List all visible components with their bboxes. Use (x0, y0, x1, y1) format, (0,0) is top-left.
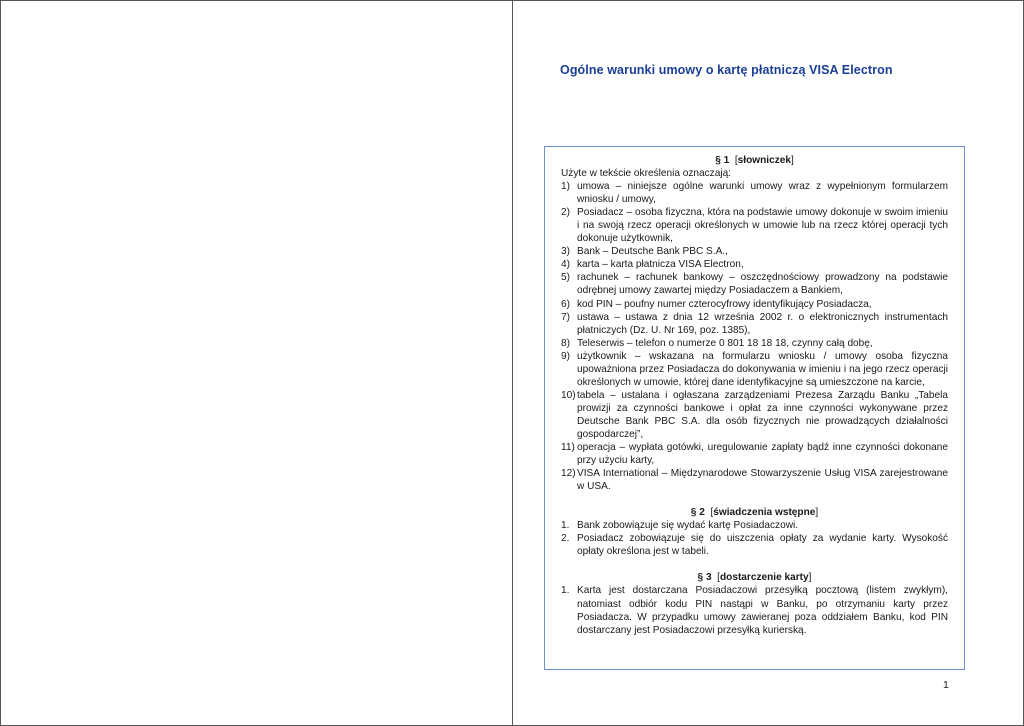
section-title: dostarczenie karty (720, 572, 809, 584)
item-text: tabela – ustalana i ogłaszana zarządzeniami Prezesa Zarządu Banku „Tabela prowizji za czynności bankowe i opłat za inne czynności wykonywane przez Deutsche Bank PBC S.A. dla osób fizycznych nie prowadzących działalności gospodarczej”, (577, 389, 948, 440)
section-number: § 2 (690, 507, 705, 519)
item-marker: 2. (561, 533, 570, 545)
item-marker: 12) (561, 468, 576, 480)
obligations-list (561, 519, 948, 558)
item-text: Posiadacz zobowiązuje się do uiszczenia opłaty za wydanie karty. Wysokość opłaty określona jest w tabeli. (577, 533, 948, 558)
item-text: ustawa – ustawa z dnia 12 września 2002 r. o elektronicznych instrumentach płatniczych (Dz. U. Nr 169, poz. 1385), (577, 311, 948, 336)
item-marker: 5) (561, 272, 570, 284)
section-number: § 3 (697, 572, 712, 584)
item-marker: 9) (561, 350, 570, 362)
list-item (561, 180, 948, 206)
list-item (561, 206, 948, 245)
item-marker: 1) (561, 181, 570, 193)
list-item (561, 311, 948, 337)
delivery-list (561, 584, 948, 636)
terms-box (544, 146, 965, 670)
item-marker: 8) (561, 337, 570, 349)
list-item (561, 467, 948, 493)
item-text: operacja – wypłata gotówki, uregulowanie zapłaty bądź inne czynności dokonane przy użyciu karty, (577, 442, 948, 467)
item-text: Bank zobowiązuje się wydać kartę Posiadaczowi. (577, 520, 799, 532)
item-marker: 2) (561, 207, 570, 219)
item-marker: 7) (561, 311, 570, 323)
item-text: karta – karta płatnicza VISA Electron, (577, 259, 744, 271)
page-number: 1 (943, 679, 949, 691)
section-heading: § 2 [świadczenia wstępne] (690, 507, 819, 519)
item-marker: 3) (561, 246, 570, 258)
list-item (561, 258, 948, 271)
section-number: § 1 (715, 155, 730, 166)
document-title: Ogólne warunki umowy o kartę płatniczą VISA Electron (560, 63, 893, 77)
section-spacer (561, 493, 948, 506)
right-page (513, 1, 1023, 725)
item-text: kod PIN – poufny numer czterocyfrowy identyfikujący Posiadacza, (577, 298, 872, 310)
list-item (561, 519, 948, 532)
item-text: Karta jest dostarczana Posiadaczowi przesyłką pocztową (listem zwykłym), natomiast odbiór kodu PIN nastąpi w Banku, po otrzymaniu karty przez Posiadacza. W przypadku umowy zawieranej poza oddziałem Banku, kod PIN dostarczany jest Posiadaczowi przesyłką kurierską. (577, 585, 948, 636)
item-text: umowa – niniejsze ogólne warunki umowy wraz z wypełnionym formularzem wniosku / umowy, (577, 181, 948, 206)
item-marker: 1. (561, 520, 570, 532)
list-item (561, 441, 948, 467)
section-title: świadczenia wstępne (713, 507, 816, 519)
section-heading: § 3 [dostarczenie karty] (697, 572, 812, 584)
list-item (561, 337, 948, 350)
section-heading: § 1 [słowniczek] (715, 155, 794, 166)
list-item (561, 350, 948, 389)
item-text: rachunek – rachunek bankowy – oszczędnościowy prowadzony na podstawie odrębnej umowy zawartej między Posiadaczem a Bankiem, (577, 272, 948, 297)
definitions-list (561, 180, 948, 493)
item-text: użytkownik – wskazana na formularzu wniosku / umowy osoba fizyczna upoważniona przez Posiadacza do dokonywania w imieniu i na jego rzecz operacji określonych w umowie, której dane identyfikacyjne są umieszczone na karcie, (577, 350, 948, 388)
section-spacer (561, 558, 948, 571)
item-text: VISA International – Międzynarodowe Stowarzyszenie Usług VISA zarejestrowane w USA. (577, 468, 948, 493)
item-text: Bank – Deutsche Bank PBC S.A., (577, 246, 728, 258)
list-item (561, 584, 948, 636)
list-item (561, 389, 948, 441)
item-marker: 10) (561, 389, 576, 401)
item-text: Teleserwis – telefon o numerze 0 801 18 18 18, czynny całą dobę, (577, 337, 873, 349)
item-marker: 4) (561, 259, 570, 271)
item-marker: 11) (561, 442, 575, 454)
list-item (561, 271, 948, 297)
list-item (561, 298, 948, 311)
item-text: Posiadacz – osoba fizyczna, która na podstawie umowy dokonuje w swoim imieniu i na swoją rzecz operacji określonych w umowie lub na rzecz której operacji tych dokonuje użytkownik, (577, 207, 948, 245)
list-item (561, 245, 948, 258)
section-title: słowniczek (737, 155, 791, 166)
section-intro: Użyte w tekście określenia oznaczają: (561, 168, 731, 180)
blank-left-page (1, 1, 512, 725)
item-marker: 6) (561, 298, 570, 310)
item-marker: 1. (561, 585, 570, 597)
list-item (561, 532, 948, 558)
